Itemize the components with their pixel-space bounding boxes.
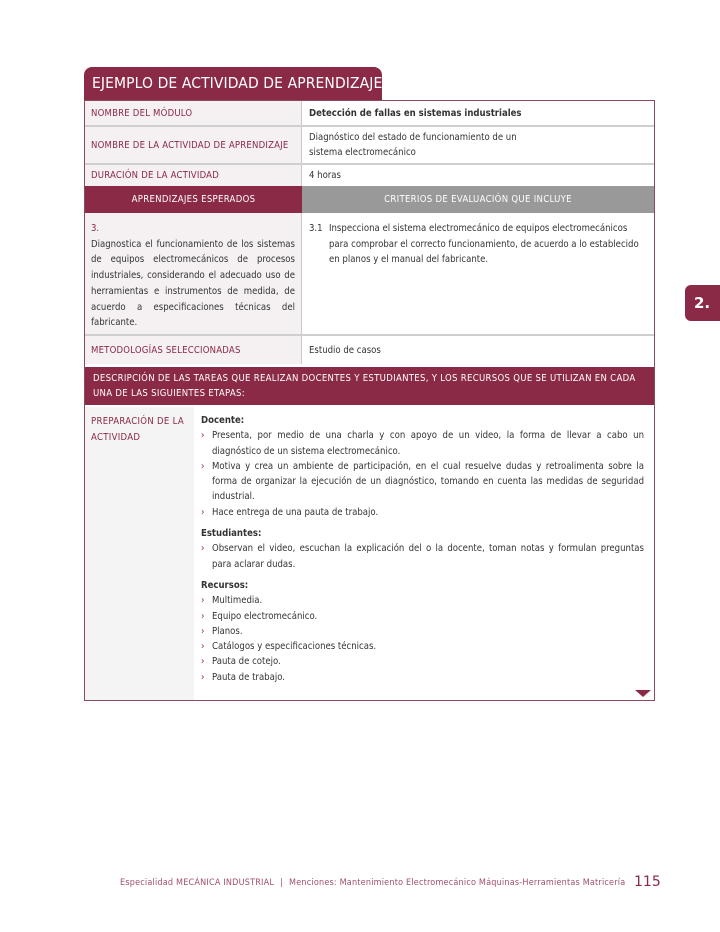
criterion-text: Inspecciona el sistema electromecánico de equipos electromecánicos para comprobar el correcto funcionamiento, de acuerdo a lo establecido en planos y el manual del fabricante. xyxy=(329,223,639,265)
chevron-right-icon: › xyxy=(201,625,205,637)
list-item: › Planos. xyxy=(201,624,644,639)
criterion xyxy=(302,213,654,334)
row-methodology xyxy=(85,336,654,364)
criterion-number: 3.1 xyxy=(309,223,323,234)
header-criterios: CRITERIOS DE EVALUACIÓN QUE INCLUYE xyxy=(302,186,654,213)
row-duration xyxy=(85,165,654,186)
list-item: › Hace entrega de una pauta de trabajo. xyxy=(201,505,644,520)
list-item: › Catálogos y especificaciones técnicas. xyxy=(201,639,644,654)
learning-number: 3. xyxy=(91,223,100,234)
chevron-right-icon: › xyxy=(201,641,205,653)
methodology-value: Estudio de casos xyxy=(309,344,381,356)
duration-value: 4 horas xyxy=(309,170,341,181)
chevron-right-icon: › xyxy=(201,595,205,607)
chevron-right-icon: › xyxy=(201,430,205,442)
activity-table xyxy=(84,100,655,701)
chevron-right-icon: › xyxy=(201,610,205,622)
recursos-title: Recursos: xyxy=(201,579,249,591)
recursos-list xyxy=(201,593,644,685)
chevron-right-icon: › xyxy=(201,506,205,518)
learning-text: Diagnostica el funcionamiento de los sistemas de equipos electromecánicos de procesos industriales, considerando el adecuado uso de herramientas e instrumentos de medida, de acuerdo a especificaciones técnicas del fabricante. xyxy=(91,238,295,329)
footer xyxy=(120,878,625,888)
row-stage xyxy=(85,407,654,700)
module-label: NOMBRE DEL MÓDULO xyxy=(85,101,302,125)
list-item: › Observan el video, escuchan la explicación del o la docente, toman notas y formulan preguntas para aclarar dudas. xyxy=(201,543,644,570)
list-item: › Motiva y crea un ambiente de participación, en el cual resuelve dudas y retroalimenta sobre la forma de organizar la ejecución de un diagnóstico, tomando en cuenta las medidas de seguridad industrial. xyxy=(201,460,644,503)
chevron-right-icon: › xyxy=(201,460,205,472)
estudiantes-list xyxy=(201,541,644,572)
header-aprendizajes: APRENDIZAJES ESPERADOS xyxy=(85,186,302,213)
estudiantes-title: Estudiantes: xyxy=(201,528,262,540)
methodology-label: METODOLOGÍAS SELECCIONADAS xyxy=(85,336,302,364)
list-item: › Multimedia. xyxy=(201,593,644,608)
row-learning xyxy=(85,213,654,336)
row-headers xyxy=(85,186,654,213)
chevron-right-icon: › xyxy=(201,656,205,668)
footer-mentions: Menciones: Mantenimiento Electromecánico Máquinas-Herramientas Matricería xyxy=(289,878,626,888)
page-number: 115 xyxy=(634,874,661,890)
chevron-right-icon: › xyxy=(201,543,205,555)
learning-outcome xyxy=(85,213,302,334)
docente-title: Docente: xyxy=(201,415,245,426)
stage-content xyxy=(194,407,654,700)
activity-title: EJEMPLO DE ACTIVIDAD DE APRENDIZAJE xyxy=(84,67,382,100)
chapter-tab: 2. xyxy=(685,285,720,321)
row-activity xyxy=(85,127,654,165)
docente-list xyxy=(201,428,644,520)
list-item: › Pauta de trabajo. xyxy=(201,670,644,685)
list-item: › Pauta de cotejo. xyxy=(201,654,644,669)
list-item: › Presenta, por medio de una charla y con apoyo de un video, la forma de llevar a cabo un diagnóstico de un sistema electromecánico. xyxy=(201,430,644,457)
list-item: › Equipo electromecánico. xyxy=(201,609,644,624)
description-header: DESCRIPCIÓN DE LAS TAREAS QUE REALIZAN DOCENTES Y ESTUDIANTES, Y LOS RECURSOS QUE SE UTILIZAN EN CADA UNA DE LAS SIGUIENTES ETAPAS: xyxy=(85,367,654,405)
row-module xyxy=(85,101,654,127)
continue-triangle-icon xyxy=(635,690,651,697)
chevron-right-icon: › xyxy=(201,671,205,683)
footer-separator: | xyxy=(280,878,284,888)
duration-label: DURACIÓN DE LA ACTIVIDAD xyxy=(85,165,302,186)
activity-value: Diagnóstico del estado de funcionamiento de un sistema electromecánico xyxy=(309,132,517,158)
module-value: Detección de fallas en sistemas industriales xyxy=(309,107,522,119)
footer-specialty: Especialidad MECÁNICA INDUSTRIAL xyxy=(120,878,275,888)
activity-label: NOMBRE DE LA ACTIVIDAD DE APRENDIZAJE xyxy=(85,127,302,163)
stage-label: PREPARACIÓN DE LA ACTIVIDAD xyxy=(85,407,194,700)
row-description-header xyxy=(85,367,654,405)
